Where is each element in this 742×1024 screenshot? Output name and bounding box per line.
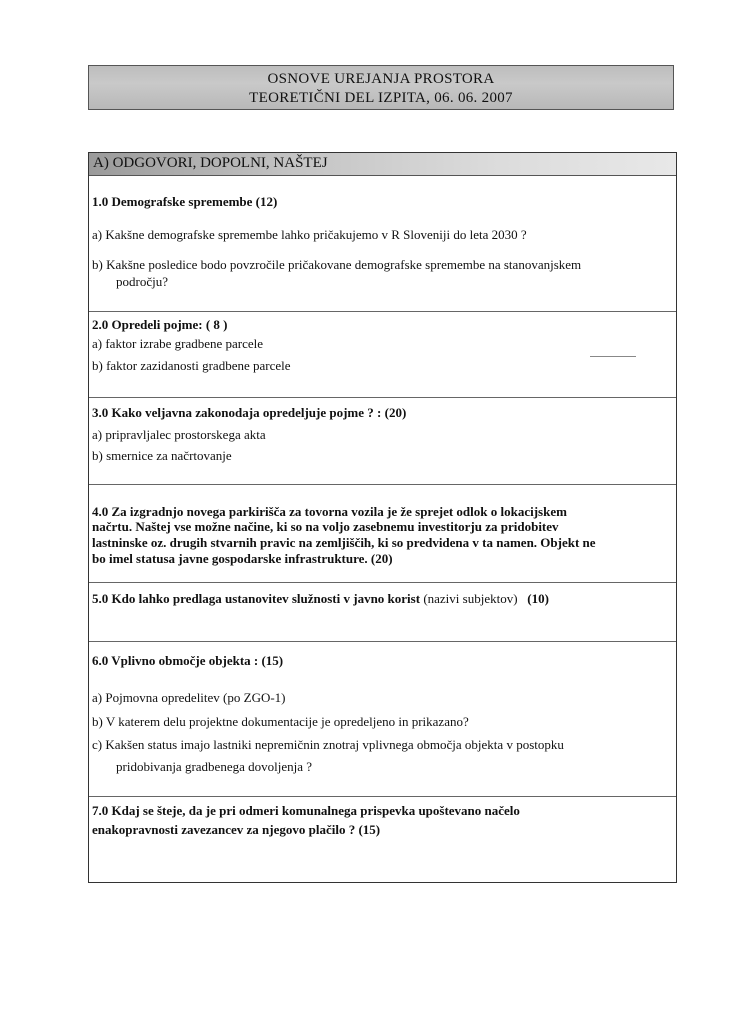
question-6-b: b) V katerem delu projektne dokumentacije je opredeljeno in prikazano? (92, 714, 469, 729)
question-5-suffix: (nazivi subjektov) (423, 591, 518, 606)
question-4-line4: bo imel statusa javne gospodarske infrastrukture. (20) (92, 551, 393, 566)
section-title: A) ODGOVORI, DOPOLNI, NAŠTEJ (93, 155, 328, 171)
question-1-title: 1.0 Demografske spremembe (12) (92, 194, 278, 209)
question-6-a: a) Pojmovna opredelitev (po ZGO-1) (92, 690, 286, 705)
question-6-c-line1: c) Kakšen status imajo lastniki nepremičnin znotraj vplivnega območja objekta v postopku (92, 737, 564, 752)
question-3-title: 3.0 Kako veljavna zakonodaja opredeljuje pojme ? : (20) (92, 405, 407, 420)
course-title: OSNOVE UREJANJA PROSTORA (267, 71, 495, 87)
question-2-a: a) faktor izrabe gradbene parcele (92, 336, 264, 351)
divider (89, 311, 676, 312)
question-6-title: 6.0 Vplivno območje objekta : (15) (92, 653, 284, 668)
question-5 (92, 591, 549, 607)
question-1-b-line1: b) Kakšne posledice bodo povzročile pričakovane demografske spremembe na stanovanjskem (92, 257, 582, 272)
question-5-title: 5.0 Kdo lahko predlaga ustanovitev služnosti v javno korist (92, 591, 421, 606)
exam-title-box (88, 65, 674, 110)
divider (89, 397, 676, 398)
question-3-a: a) pripravljalec prostorskega akta (92, 427, 266, 442)
question-6-c-line2: pridobivanja gradbenega dovoljenja ? (116, 759, 313, 774)
question-7-line1: 7.0 Kdaj se šteje, da je pri odmeri komunalnega prispevka upoštevano načelo (92, 803, 520, 818)
question-4-line2: načrtu. Naštej vse možne načine, ki so na voljo zasebnemu investitorju za pridobitev (92, 519, 559, 534)
question-2-title: 2.0 Opredeli pojme: ( 8 ) (92, 317, 228, 332)
exam-subtitle: TEORETIČNI DEL IZPITA, 06. 06. 2007 (249, 90, 513, 106)
question-3-b: b) smernice za načrtovanje (92, 448, 232, 463)
question-7-line2: enakopravnosti zavezancev za njegovo plačilo ? (15) (92, 822, 381, 837)
divider (89, 582, 676, 583)
question-2-b: b) faktor zazidanosti gradbene parcele (92, 358, 291, 373)
question-5-points: (10) (527, 591, 549, 606)
question-4-line3: lastninske oz. drugih stvarnih pravic na zemljiščih, ki so predvidena v ta namen. Objekt ne (92, 535, 596, 550)
questions-box (88, 152, 677, 883)
section-header (89, 153, 676, 176)
scan-artifact-line (590, 356, 636, 357)
divider (89, 796, 676, 797)
divider (89, 484, 676, 485)
question-1-b-line2: področju? (116, 274, 168, 289)
divider (89, 641, 676, 642)
question-4-line1: 4.0 Za izgradnjo novega parkirišča za tovorna vozila je že sprejet odlok o lokacijskem (92, 504, 567, 519)
question-1-a: a) Kakšne demografske spremembe lahko pričakujemo v R Sloveniji do leta 2030 ? (92, 227, 527, 242)
